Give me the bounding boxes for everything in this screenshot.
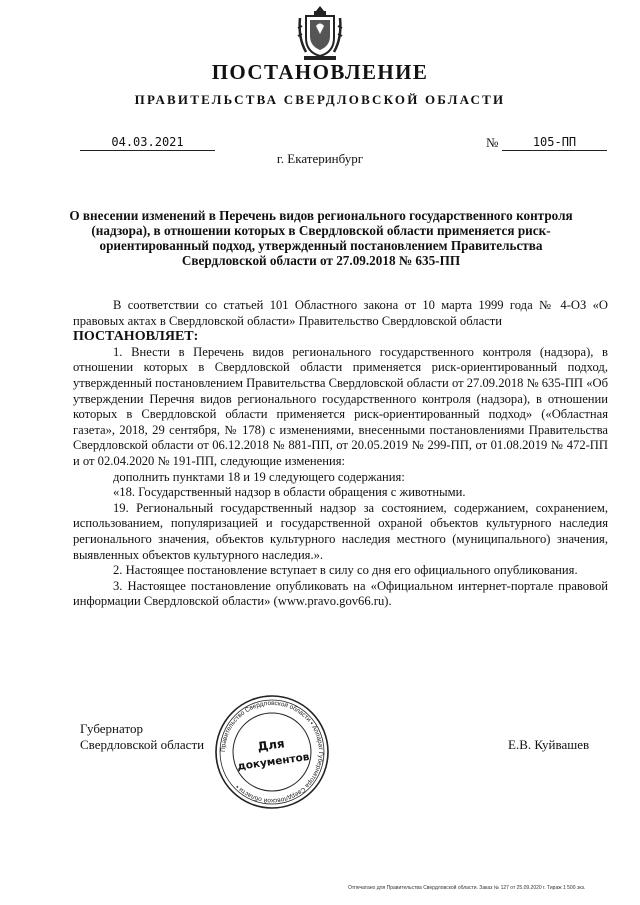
stamp-ring-text: Правительство Свердловской области • Аппарат Губернатора Свердловской области • xyxy=(219,699,325,805)
print-footnote: Отпечатано для Правительства Свердловской области. Заказ № 127 от 25.09.2020 г. Тираж 1 500 экз. xyxy=(348,885,586,891)
official-stamp xyxy=(212,692,332,812)
coat-of-arms-emblem xyxy=(296,4,344,62)
document-title: ПОСТАНОВЛЕНИЕ xyxy=(211,60,429,84)
document-subtitle: ПРАВИТЕЛЬСТВА СВЕРДЛОВСКОЙ ОБЛАСТИ xyxy=(134,92,506,107)
document-number: 105-ПП xyxy=(502,135,607,151)
document-city: г. Екатеринбург xyxy=(276,151,364,166)
stamp-text-line1: Для xyxy=(256,736,286,754)
signatory-title-line1: Губернатор xyxy=(80,721,143,736)
signatory-title-line2: Свердловской области xyxy=(80,737,205,752)
paragraph-1b: «18. Государственный надзор в области обращения с животными. xyxy=(113,485,466,500)
paragraph-2: 2. Настоящее постановление вступает в силу со дня его официального опубликования. xyxy=(113,563,578,578)
decree-word: ПОСТАНОВЛЯЕТ: xyxy=(73,329,199,345)
signatory-name: Е.В. Куйвашев xyxy=(508,737,590,752)
stamp-text-line2: документов xyxy=(236,750,311,773)
intro-paragraph: В соответствии со статьей 101 Областного закона от 10 марта 1999 года № 4-ОЗ «О правовых актах в Свердловской области» Правительство Свердловской области xyxy=(73,298,608,328)
document-heading: О внесении изменений в Перечень видов регионального государственного контроля (надзора), в отношении которых в Свердловской области применяется риск-ориентированный подход, утвержденный постановлением Правительства Свердловской области от 27.09.2018 № 635-ПП xyxy=(69,208,573,268)
document-number-label: № xyxy=(486,135,499,150)
paragraph-3: 3. Настоящее постановление опубликовать на «Официальном интернет-портале правовой информации Свердловской области» (www.pravo.gov66.ru). xyxy=(73,578,608,609)
paragraph-1c: 19. Региональный государственный надзор за состоянием, содержанием, сохранением, использованием, популяризацией и государственной охраной объектов культурного наследия регионального значения, объектов культурного наследия местного (муниципального) значения, выявленных объектов культурного наследия.». xyxy=(73,500,608,562)
document-date: 04.03.2021 xyxy=(80,135,215,151)
document-body xyxy=(73,298,608,610)
paragraph-1: 1. Внести в Перечень видов регионального государственного контроля (надзора), в отношении которых в Свердловской области применяется риск-ориентированный подход, утвержденный постановлением Правительства Свердловской области от 27.09.2018 № 635-ПП «Об утверждении Перечня видов регионального государственного контроля (надзора), в отношении которых в Свердловской области применяется риск-ориентированный подход» («Областная газета», 2018, 29 сентября, № 178) с изменениями, внесенными постановлениями Правительства Свердловской области от 06.12.2018 № 881-ПП, от 20.05.2019 № 299-ПП, от 01.08.2019 № 472-ПП и от 02.04.2020 № 191-ПП, следующие изменения: xyxy=(73,344,608,468)
paragraph-1a: дополнить пунктами 18 и 19 следующего содержания: xyxy=(113,469,405,484)
signatory-title xyxy=(80,721,204,753)
